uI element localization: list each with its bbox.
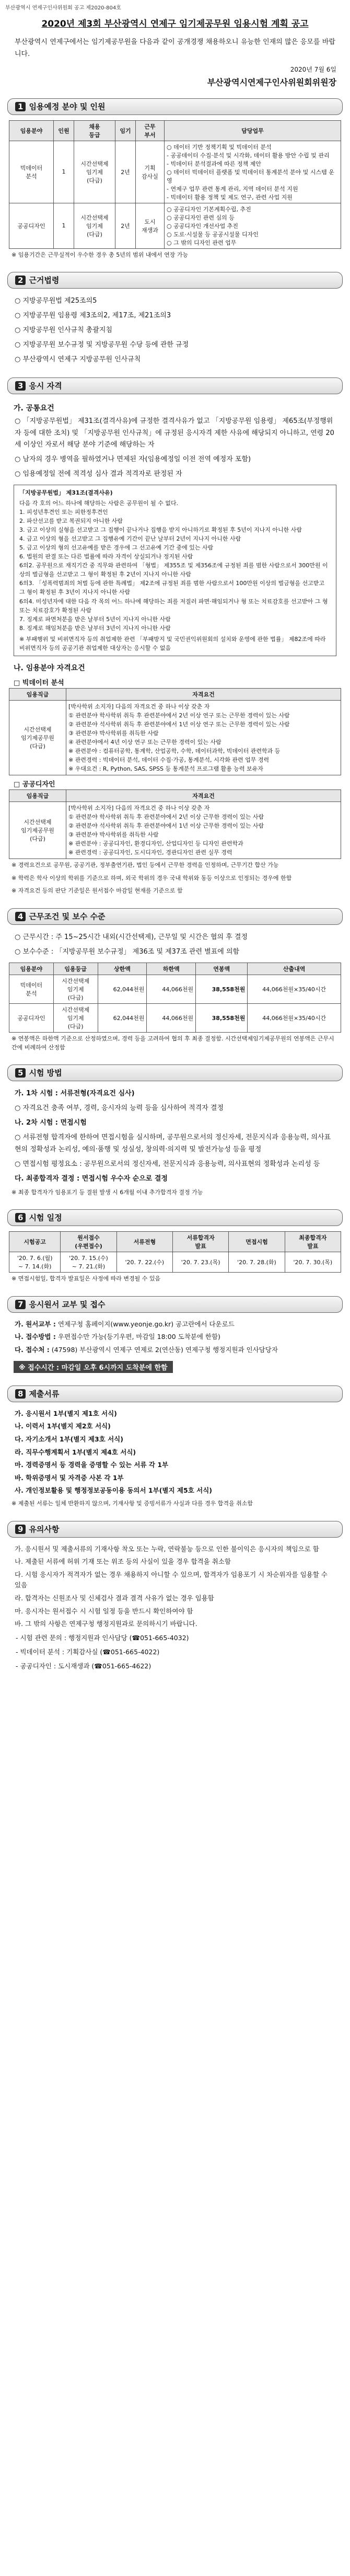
col-count: 인원 [54,120,74,141]
table-row: 공공디자인 시간선택제 임기제 (다급) 62,044천원 44,066천원 38,558천원 44,066천원×35/40시간 [9,1004,341,1033]
requirements-note: ※ 자격요건 등의 판단 기준일은 원서접수 마감일 현재를 기준으로 함 [11,887,183,895]
document-item: 마. 경력증명서 등 경력을 증명할 수 있는 서류 각 1부 [15,1461,169,1469]
disqualification-box: 「지방공무원법」 제31조(결격사유) 다음 각 호의 어느 하나에 해당하는 사람은 공무원이 될 수 없다. 1. 피성년후견인 또는 피한정후견인 2. 파산선고를 받고 복권되지 아니한 사람 3. 금고 이상의 실형을 선고받고 그 집행이 끝나거나 집행을 받지 아니하기로 확정된 후 5년이 지나지 아니한 사람 4. 금고 이상의 형을 선고받고 그 집행유예 기간이 끝난 날부터 2년이 지나지 아니한 사람 5. 금고 이상의 형의 선고유예를 받은 경우에 그 선고유예 기간 중에 있는 사람 6. 법원의 판결 또는 다른 법률에 따라 자격이 상실되거나 정지된 사람 6의2. 공무원으로 재직기간 중 직무와 관련하여 「형법」 제355조 및 제356조에 규정된 죄를 범한 사람으로서 300만원 이상의 벌금형을 선고받고 그 형이 확정된 후 2년이 지나지 아니한 사람 6의3. 「성폭력범죄의 처벌 등에 관한 특례법」 제2조에 규정된 죄를 범한 사람으로서 100만원 이상의 벌금형을 선고받고 그 형이 확정된 후 3년이 지나지 아니한 사람 6의4. 미성년자에 대한 다음 각 목의 어느 하나에 해당하는 죄를 저질러 파면·해임되거나 형 또는 치료감호를 선고받아 그 형 또는 치료감호가 확정된 사람 7. 징계로 파면처분을 받은 날부터 5년이 지나지 아니한 사람 8. 징계로 해임처분을 받은 날부터 3년이 지나지 아니한 사람 ※ 부패행위 및 비위면직자 등의 취업제한 관련 「부패방지 및 국민권익위원회의 설치와 운영에 관한 법률」 제82조에 따라 비위면직자 등의 공공기관 취업제한 대상자는 응시할 수 없음 [14,485,336,656]
exam-detail: ○ 서류전형 합격자에 한하여 면접시험을 실시하며, 공무원으로서의 정신자세, 전문지식과 응용능력, 의사표현의 정확성과 논리성, 예의·품행 및 성실성, 창의력·의지력 및 발전가능성 등을 평정 [15,1134,331,1153]
work-condition-item: ○ 근무시간 : 주 15~25시간 내외(시간선택제), 근무일 및 시간은 협의 후 결정 [15,933,248,941]
caution-item: 마. 응시자는 원서접수 시 시험 일정 등을 반드시 확인하여야 함 [15,1607,193,1615]
exam-step: 나. 2차 시험 : 면접시험 [15,1119,87,1127]
bigdata-requirements-table: 임용직급 자격요건 시간선택제 임기제공무원 (다급) [박사학위 소지자] 다음의 자격요건 중 하나 이상 갖춘 자 ① 관련분야 학사학위 취득 후 관련분야에서 2년 이상 연구 또는 근무한 경력이 있는 사람 ② 관련분야 석사학위 취득 후 관련분야에서 1년 이상 연구 또는 근무한 경력이 있는 사람 ③ 관련분야 박사학위를 취득한 사람 ④ 관련분야에서 4년 이상 연구 또는 근무한 경력이 있는 사람 ※ 관련분야 : 컴퓨터공학, 통계학, 산업공학, 수학, 데이터과학, 빅데이터 관련학과 등 ※ 관련경력 : 빅데이터 분석, 데이터 수집·가공, 통계분석, 시각화 관련 업무 경력 ※ 우대요건 : R, Python, SAS, SPSS 등 통계분석 프로그램 활용 능력 보유자 [9,688,341,775]
col-grade: 채용 등급 [74,120,115,141]
application-item: 나. 접수방법 : 우편접수만 가능(등기우편, 마감일 18:00 도착분에 한함) [15,1333,220,1341]
section-3-header: 3 응시 자격 [7,377,343,394]
col-duties: 담당업무 [165,120,341,141]
law-item: ○ 부산광역시 연제구 지방공무원 인사규칙 [15,356,141,364]
common-requirements-title: 가. 공통요건 [14,404,54,413]
section-1-header: 1 임용예정 분야 및 인원 [7,98,343,115]
law-item: ○ 지방공무원 보수규정 및 지방공무원 수당 등에 관한 규정 [15,341,189,349]
caution-item: 다. 시험 응시자가 적격자가 없는 경우 채용하지 아니할 수 있으며, 합격자가 임용포기 시 차순위자를 임용할 수 있음 [15,1570,328,1589]
section-4-header: 4 근무조건 및 보수 수준 [7,908,343,925]
application-item: 다. 접수처 : (47598) 부산광역시 연제구 연제로 2(연산동) 연제구청 행정지원과 인사담당자 [15,1346,278,1354]
document-item: 사. 개인정보활용 및 행정정보공동이용 동의서 1부(별지 제5호 서식) [15,1486,212,1495]
contact-line: - 공공디자인 : 도시재생과 (☎051-665-4622) [16,1662,151,1670]
issuing-organization: 부산광역시연제구인사위원회위원장 [207,77,336,87]
contact-line: - 시험 관련 문의 : 행정지원과 인사담당 (☎051-665-4032) [16,1633,189,1642]
schedule-table: 시험공고 원서접수 (우편접수) 서류전형 서류합격자 발표 면접시험 최종합격자 발표 '20. 7. 6.(월) ~ 7. 14.(화) '20. 7. 15.(수) ~ 7. 21.(화) '20. 7. 22.(수) '20. 7. 23.(목) '20. 7. 28.(화) '20. 7. 30.(목) [9,1231,341,1273]
requirement-item: ○ 「지방공무원법」 제31조(결격사유)에 규정한 결격사유가 없고 「지방공무원 임용령」 제65조(부정행위자 등에 대한 조치) 및 「지방공무원 인사규칙」에 규정된 응시자격 제한 사유에 해당되지 아니하고, 연령 20세 이상인 자로서 해당 분야 기준에 해당하는 자 [15,417,334,449]
exam-note: ※ 최종 합격자가 임용포기 등 결원 발생 시 6개월 이내 추가합격자 결정 가능 [11,1188,203,1196]
law-item: ○ 지방공무원 인사규칙 총괄지침 [15,326,112,335]
law-item: ○ 지방공무원법 제25조의5 [15,297,97,305]
exam-step: 가. 1차 시험 : 서류전형(자격요건 심사) [15,1090,135,1098]
caution-item: 라. 합격자는 신원조사 및 신체검사 결과 결격 사유가 없는 경우 임용함 [15,1594,214,1602]
exam-detail: ○ 면접시험 평정요소 : 공무원으로서의 정신자세, 전문지식과 응용능력, 의사표현의 정확성과 논리성 등 [15,1160,320,1168]
col-field: 임용분야 [9,120,54,141]
design-requirements-table: 임용직급 자격요건 시간선택제 임기제공무원 (다급) [박사학위 소지자] 다음의 자격요건 중 하나 이상 갖춘 자 ① 관련분야 학사학위 취득 후 관련분야에서 2년 이상 근무한 경력이 있는 사람 ② 관련분야 석사학위 취득 후 관련분야에서 1년 이상 근무한 경력이 있는 사람 ③ 관련분야 박사학위를 취득한 사람 ※ 관련분야 : 공공디자인, 환경디자인, 산업디자인 등 디자인 관련학과 ※ 관련경력 : 공공디자인, 도시디자인, 경관디자인 관련 실무 경력 [9,789,341,859]
section-9-header: 9 유의사항 [7,1521,343,1538]
documents-note: ※ 제출된 서류는 일체 반환하지 않으며, 기재사항 및 증빙서류가 사실과 다를 경우 합격을 취소함 [11,1500,253,1507]
section-7-header: 7 응시원서 교부 및 접수 [7,1296,343,1313]
notice-number: 부산광역시 연제구인사위원회 공고 제2020-804호 [5,5,121,11]
document-item: 다. 자기소개서 1부(별지 제3호 서식) [15,1435,123,1443]
caution-item: 나. 제출된 서류에 허위 기재 또는 위조 등의 사실이 있을 경우 합격을 취소함 [15,1558,231,1566]
requirement-item: ○ 남자의 경우 병역을 필하였거나 면제된 자(임용예정일 이전 전역 예정자 포함) [15,455,251,463]
deadline-badge: ※ 접수시간 : 마감일 오후 6시까지 도착분에 한함 [14,1361,173,1373]
section-8-header: 8 제출서류 [7,1386,343,1402]
table-row: 공공디자인 1 시간선택제 임기제 (다급) 2년 도시 재생과 ○ 공공디자인 기본계획수립, 추진 ○ 공공디자인 관련 심의 등 ○ 공공디자인 개선사업 추진 ○ 도로·시설물 등 공공시설물 디자인 ○ 그 밖의 디자인 관련 업무 [9,203,341,248]
page-title: 2020년 제3회 부산광역시 연제구 임기제공무원 임용시험 계획 공고 [41,19,309,29]
table-row: 빅데이터 분석 시간선택제 임기제 (다급) 62,044천원 44,066천원 38,558천원 44,066천원×35/40시간 [9,975,341,1004]
salary-table: 임용분야 임용등급 상한액 하한액 연봉액 산출내역 빅데이터 분석 시간선택제 임기제 (다급) 62,044천원 44,066천원 38,558천원 44,066천원×35/40시간 공공디자인 시간선택제 임기제 (다급) 62,044천원 44,066천원 38,558천원 44,066천원×35/40시간 [9,963,341,1033]
col-term: 임기 [115,120,136,141]
design-label: □ 공공디자인 [14,781,55,789]
table-row: 빅데이터 분석 1 시간선택제 임기제 (다급) 2년 기획 감사실 ○ 데이터 기반 정책기획 및 빅데이터 분석 - 공공데이터 수집·분석 및 시각화, 데이터 활용 방안 수립 및 관리 - 빅데이터 분석결과에 따른 정책 제안 ○ 데이터 빅데이터 플랫폼 및 빅데이터 통계분석 분야 및 시스템 운영 - 연제구 업무 관련 통계 관리, 지역 데이터 분석 지원 - 빅데이터 활용 정책 및 제도 연구, 관련 사업 지원 [9,141,341,203]
caution-item: 가. 응시원서 및 제출서류의 기재사항 착오 또는 누락, 연락불능 등으로 인한 불이익은 응시자의 책임으로 함 [15,1544,319,1553]
requirements-note: ※ 학력은 학사 이상의 학위를 기준으로 하며, 외국 학위의 경우 국내 학위와 동등 이상으로 인정되는 경우에 한함 [11,874,292,881]
document-item: 라. 직무수행계획서 1부(별지 제4호 서식) [15,1448,136,1456]
work-condition-item: ○ 보수수준 : 「지방공무원 보수규정」 제36조 및 제37조 관련 별표에 의함 [15,948,240,956]
requirement-item: ○ 임용예정일 전에 적격성 심사 결과 적격자로 판정된 자 [15,470,182,478]
exam-step: 다. 최종합격자 결정 : 면접시험 우수자 순으로 결정 [15,1174,168,1183]
intro-text: 부산광역시 연제구에서는 임기제공무원을 다음과 같이 공개경쟁 채용하오니 유능한 인재의 많은 응모를 바랍니다. [15,38,335,58]
field-requirements-title: 나. 임용분야 자격요건 [14,663,85,672]
table-row: 시간선택제 임기제공무원 (다급) [박사학위 소지자] 다음의 자격요건 중 하나 이상 갖춘 자 ① 관련분야 학사학위 취득 후 관련분야에서 2년 이상 연구 또는 근무한 경력이 있는 사람 ② 관련분야 석사학위 취득 후 관련분야에서 1년 이상 연구 또는 근무한 경력이 있는 사람 ③ 관련분야 박사학위를 취득한 사람 ④ 관련분야에서 4년 이상 연구 또는 근무한 경력이 있는 사람 ※ 관련분야 : 컴퓨터공학, 통계학, 산업공학, 수학, 데이터과학, 빅데이터 관련학과 등 ※ 관련경력 : 빅데이터 분석, 데이터 수집·가공, 통계분석, 시각화 관련 업무 경력 ※ 우대요건 : R, Python, SAS, SPSS 등 통계분석 프로그램 활용 능력 보유자 [9,700,341,775]
duties-cell: ○ 데이터 기반 정책기획 및 빅데이터 분석 - 공공데이터 수집·분석 및 시각화, 데이터 활용 방안 수립 및 관리 - 빅데이터 분석결과에 따른 정책 제안 ○ 데이터 빅데이터 플랫폼 및 빅데이터 통계분석 분야 및 시스템 운영 - 연제구 업무 관련 통계 관리, 지역 데이터 분석 지원 - 빅데이터 활용 정책 및 제도 연구, 관련 사업 지원 [165,141,341,203]
section-2-header: 2 근거법령 [7,272,343,289]
table-row: '20. 7. 6.(월) ~ 7. 14.(화) '20. 7. 15.(수) ~ 7. 21.(화) '20. 7. 22.(수) '20. 7. 23.(목) '20. 7. 28.(화) '20. 7. 30.(목) [9,1252,341,1273]
notice-date: 2020년 7월 6일 [290,65,336,73]
contact-line: - 빅데이터 분석 : 기획감사실 (☎051-665-4022) [16,1648,160,1656]
bigdata-label: □ 빅데이터 분석 [14,679,64,687]
salary-note: ※ 연봉액은 하한액 기준으로 산정하였으며, 경력 등을 고려하여 협의 후 최종 결정함. 시간선택제임기제공무원의 연봉액은 근무시간에 비례하여 산정함 [11,1035,334,1051]
law-item: ○ 지방공무원 임용령 제3조의2, 제17조, 제21조의3 [15,312,171,320]
caution-item: 바. 그 밖의 사항은 연제구청 행정지원과로 문의하시기 바랍니다. [15,1620,197,1628]
exam-detail: ○ 자격요건 충족 여부, 경력, 응시자의 능력 등을 심사하여 적격자 결정 [15,1104,224,1113]
requirements-note: ※ 경력요건으로 공무원, 공공기관, 정부출연기관, 법인 등에서 근무한 경력을 인정하며, 근무기간 합산 가능 [11,862,279,869]
section-5-header: 5 시험 방법 [7,1064,343,1081]
schedule-note: ※ 면접시험일, 합격자 발표일은 사정에 따라 변경될 수 있음 [11,1275,161,1283]
document-item: 나. 이력서 1부(별지 제2호 서식) [15,1422,111,1430]
table-row: 시간선택제 임기제공무원 (다급) [박사학위 소지자] 다음의 자격요건 중 하나 이상 갖춘 자 ① 관련분야 학사학위 취득 후 관련분야에서 2년 이상 근무한 경력이 있는 사람 ② 관련분야 석사학위 취득 후 관련분야에서 1년 이상 근무한 경력이 있는 사람 ③ 관련분야 박사학위를 취득한 사람 ※ 관련분야 : 공공디자인, 환경디자인, 산업디자인 등 디자인 관련학과 ※ 관련경력 : 공공디자인, 도시디자인, 경관디자인 관련 실무 경력 [9,802,341,859]
term-note: ※ 임용기간은 근무실적이 우수한 경우 총 5년의 범위 내에서 연장 가능 [11,251,189,258]
col-dept: 근무 부서 [136,120,165,141]
positions-table [9,120,341,249]
application-item: 가. 원서교부 : 연제구청 홈페이지(www.yeonje.go.kr) 공고란에서 다운로드 [15,1320,235,1328]
section-6-header: 6 시험 일정 [7,1209,343,1226]
document-item: 가. 응시원서 1부(별지 제1호 서식) [15,1409,117,1417]
duties-cell: ○ 공공디자인 기본계획수립, 추진 ○ 공공디자인 관련 심의 등 ○ 공공디자인 개선사업 추진 ○ 도로·시설물 등 공공시설물 디자인 ○ 그 밖의 디자인 관련 업무 [165,203,341,248]
document-item: 바. 학위증명서 및 자격증 사본 각 1부 [15,1473,124,1482]
